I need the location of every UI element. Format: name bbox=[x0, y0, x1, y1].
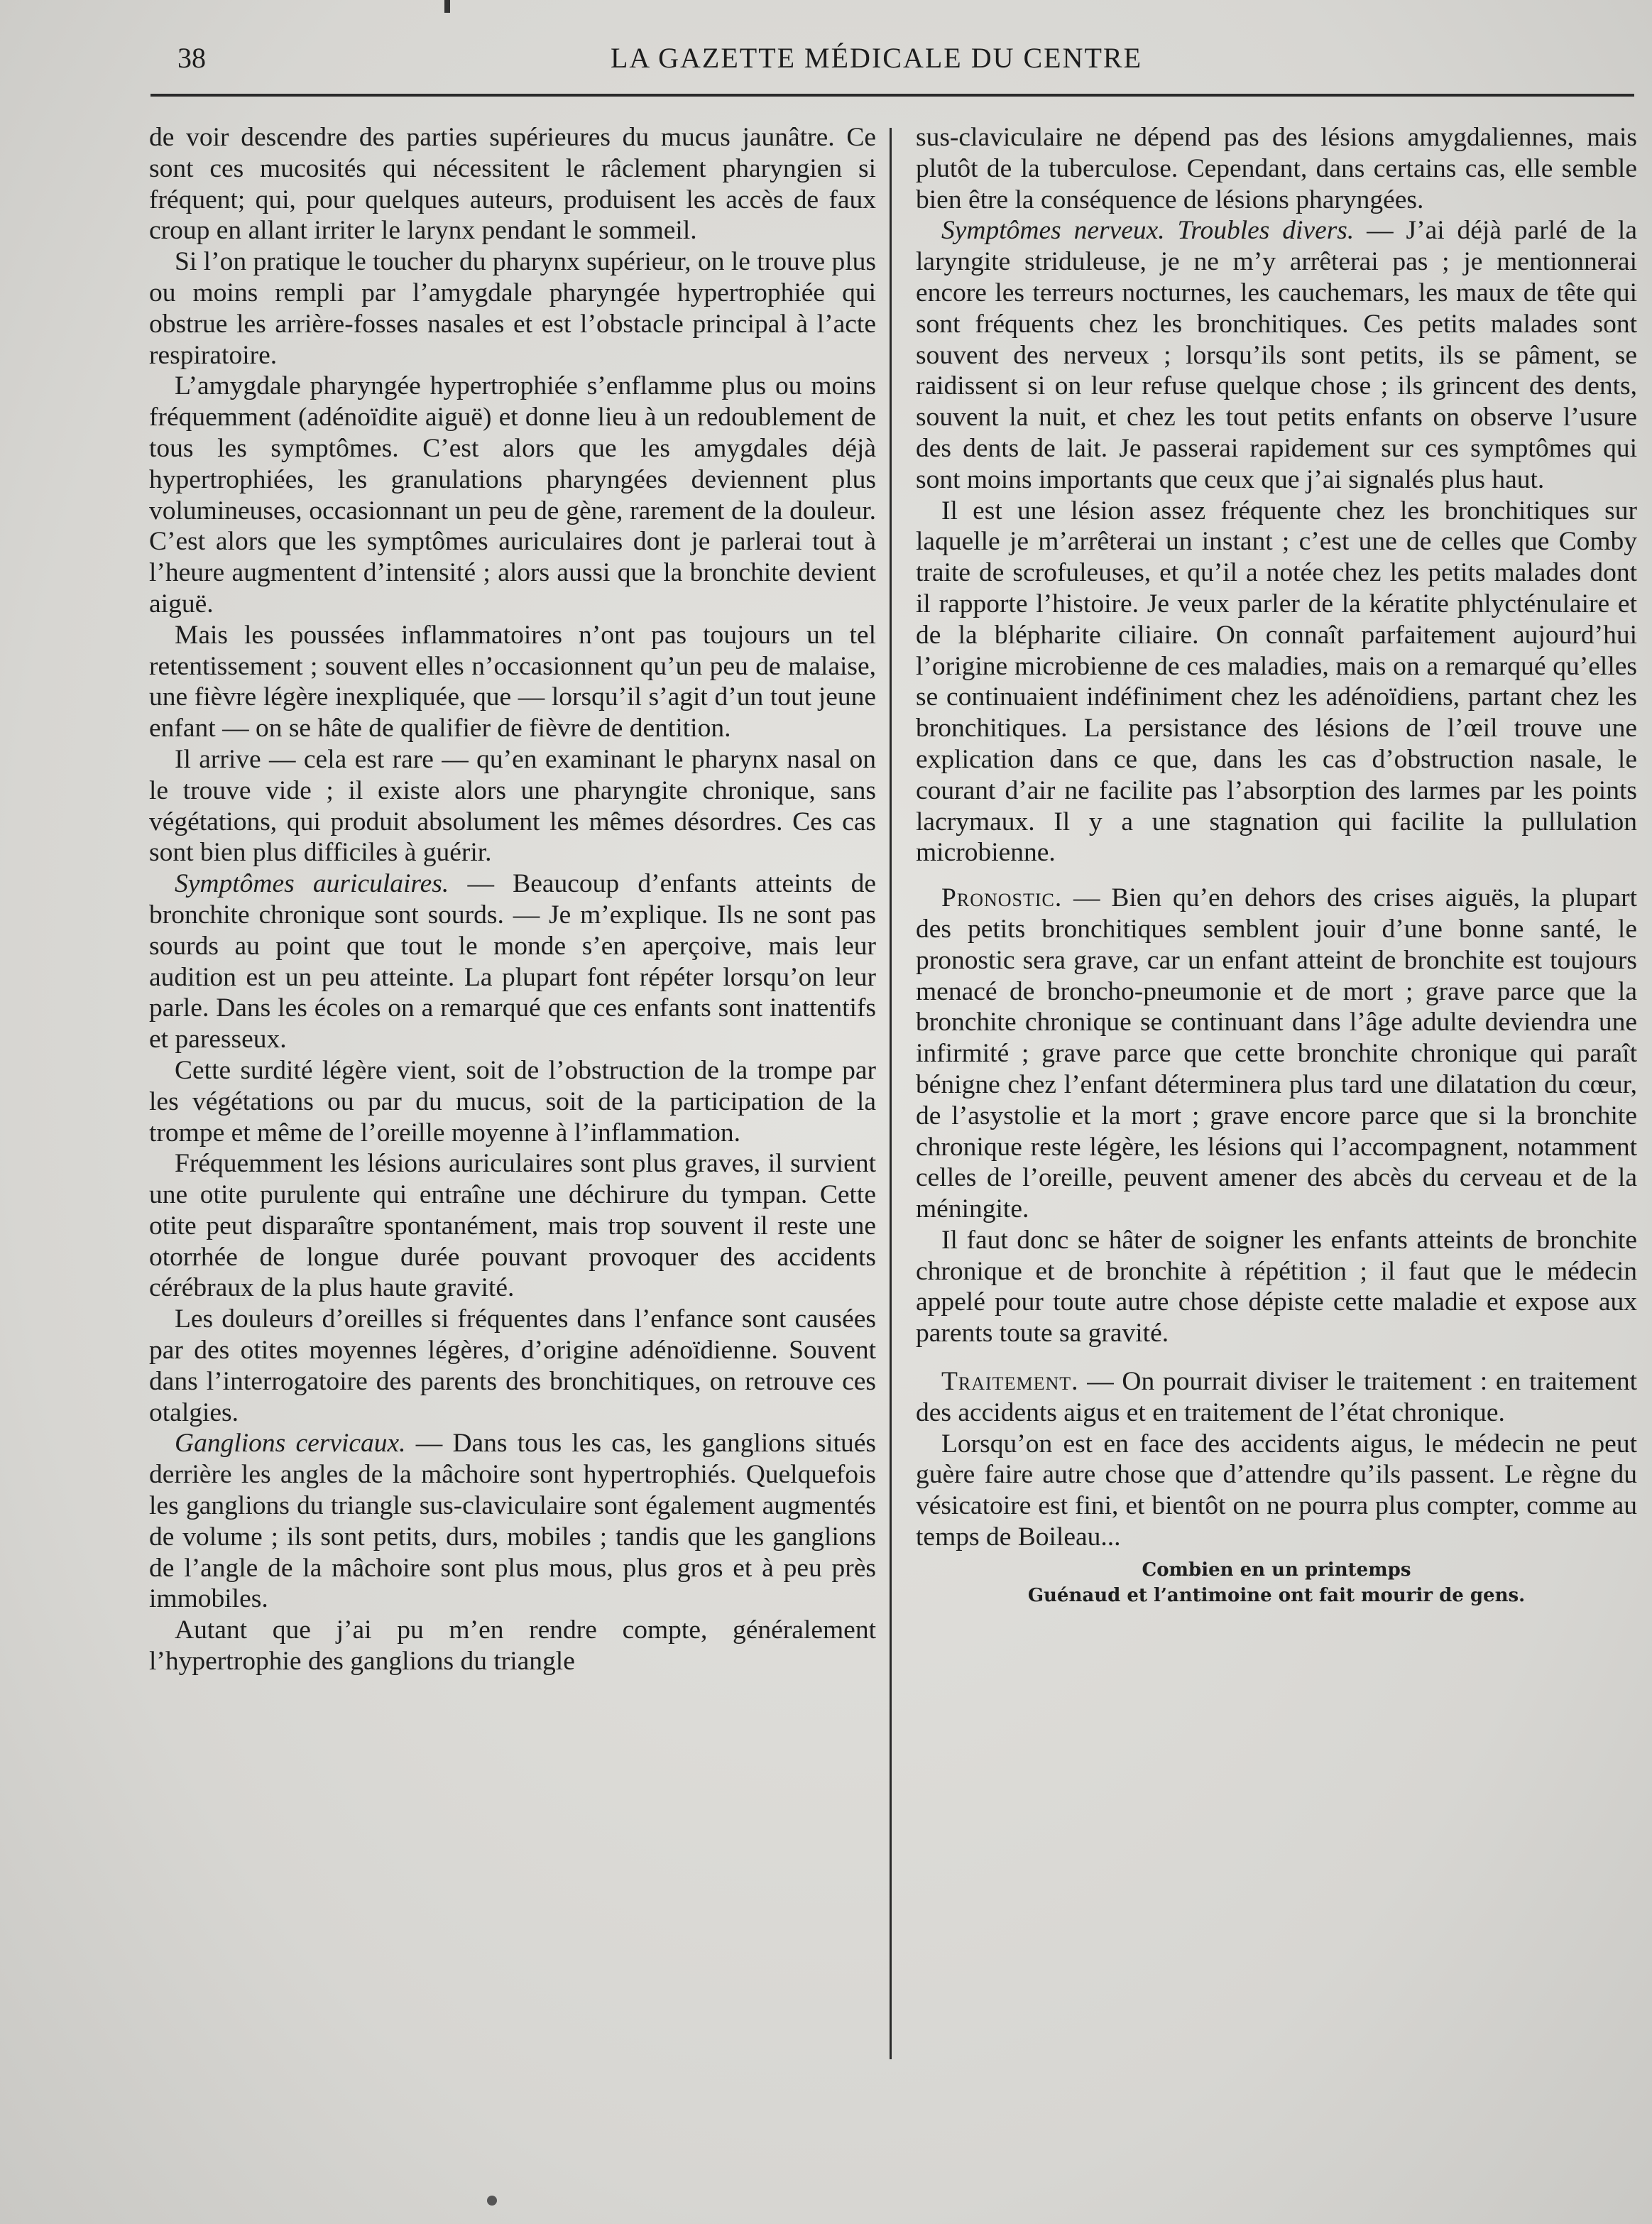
paragraph: Fréquemment les lésions auriculaires sont plus graves, il survient une otite purulente qui entraîne une déchirure du tympan. Cette otite peut disparaître spontanément, mais trop souvent il reste une otorrhée de longue durée pouvant provoquer des accidents cérébraux de la plus haute gravité. bbox=[149, 1149, 876, 1303]
header-rule bbox=[151, 94, 1634, 97]
paragraph: Les douleurs d’oreilles si fréquentes dans l’enfance sont causées par des otites moyennes légères, d’origine adénoïdienne. Souvent dans l’interrogatoire des parents des bronchitiques, on retrouve ces otalgies. bbox=[149, 1304, 876, 1427]
section-heading: Traitement. bbox=[941, 1367, 1079, 1397]
paragraph: Symptômes auriculaires. — Beaucoup d’enfants atteints de bronchite chronique sont sourds. — Je m’explique. Ils ne sont pas sourds au point que tout le monde s’en aperçoive, mais leur audition est un peu atteinte. La plupart font répéter lorsqu’on leur parle. Dans les écoles on a remarqué que ces enfants sont inattentifs et paresseux. bbox=[149, 869, 876, 1054]
paragraph: Si l’on pratique le toucher du pharynx supérieur, on le trouve plus ou moins rempli par l’amygdale pharyngée hypertrophiée qui obstrue les arrière-fosses nasales et est l’obstacle principal à l’acte respiratoire. bbox=[149, 247, 876, 370]
left-column bbox=[149, 122, 876, 1677]
paragraph: Traitement. — On pourrait diviser le traitement : en traitement des accidents aigus et en traitement de l’état chronique. bbox=[916, 1367, 1637, 1427]
paragraph: Lorsqu’on est en face des accidents aigus, le médecin ne peut guère faire autre chose que d’attendre qu’ils passent. Le règne du vésicatoire est fini, et bientôt on ne pourra plus compter, comme au temps de Boileau... bbox=[916, 1429, 1637, 1552]
paragraph: Ganglions cervicaux. — Dans tous les cas, les ganglions situés derrière les angles de la mâchoire sont hypertrophiés. Quelquefois les ganglions du triangle sus-claviculaire sont également augmentés de volume ; ils sont petits, durs, mobiles ; tandis que les ganglions de l’angle de la mâchoire sont plus mous, plus gros et à peu près immobiles. bbox=[149, 1429, 876, 1614]
ink-speck bbox=[487, 2196, 497, 2206]
column-divider bbox=[890, 128, 892, 2059]
section-heading: Pronostic. bbox=[941, 883, 1063, 913]
quote-line: Combien en un printemps bbox=[1142, 1559, 1411, 1581]
page-number: 38 bbox=[177, 42, 206, 74]
paragraph: sus-claviculaire ne dépend pas des lésions amygdaliennes, mais plutôt de la tuberculose. Cependant, dans certains cas, elle semble bien être la conséquence de lésions pharyngées. bbox=[916, 123, 1637, 214]
paragraph: Il arrive — cela est rare — qu’en examinant le pharynx nasal on le trouve vide ; il existe alors une pharyngite chronique, sans végétations, qui produit absolument les mêmes désordres. Ces cas sont bien plus difficiles à guérir. bbox=[149, 744, 876, 868]
paragraph: de voir descendre des parties supérieures du mucus jaunâtre. Ce sont ces mucosités qui nécessitent le râclement pharyngien si fréquent; qui, pour quelques auteurs, produisent les accès de faux croup en allant irriter le larynx pendant le sommeil. bbox=[149, 123, 876, 246]
section-heading: Ganglions cervicaux. bbox=[175, 1429, 406, 1459]
paragraph: Symptômes nerveux. Troubles divers. — J’ai déjà parlé de la laryngite striduleuse, je ne m’y arrêterai pas ; je mentionnerai encore les terreurs nocturnes, les cauchemars, les maux de tête qui sont fréquents chez les bronchitiques. Ces petits malades sont souvent des nerveux ; lorsqu’ils sont petits, ils se pâment, se raidissent si on leur refuse quelque chose ; ils grincent des dents, souvent la nuit, et chez les tout petits enfants on observe l’usure des dents de lait. Je passerai rapidement sur ces symptômes qui sont moins importants que ceux que j’ai signalés plus haut. bbox=[916, 216, 1637, 494]
section-heading: Symptômes nerveux. Troubles divers. bbox=[941, 216, 1355, 246]
ink-speck bbox=[444, 0, 450, 13]
page-header bbox=[177, 41, 1626, 84]
quote-line: Guénaud et l’antimoine ont fait mourir de gens. bbox=[1027, 1584, 1526, 1606]
paragraph: Il faut donc se hâter de soigner les enfants atteints de bronchite chronique et de bronchite à répétition ; il faut que le médecin appelé pour toute autre chose dépiste cette maladie et expose aux parents toute sa gravité. bbox=[916, 1225, 1637, 1348]
paragraph: Cette surdité légère vient, soit de l’obstruction de la trompe par les végétations ou par du mucus, soit de la participation de la trompe et même de l’oreille moyenne à l’inflammation. bbox=[149, 1055, 876, 1148]
paragraph: Mais les poussées inflammatoires n’ont pas toujours un tel retentissement ; souvent elles n’occasionnent qu’un peu de malaise, une fièvre légère inexpliquée, que — lorsqu’il s’agit d’un tout jeune enfant — on se hâte de qualifier de fièvre de dentition. bbox=[149, 620, 876, 743]
right-column bbox=[916, 122, 1637, 1608]
verse-quote bbox=[916, 1557, 1637, 1608]
paragraph: Pronostic. — Bien qu’en dehors des crises aiguës, la plupart des petits bronchitiques semblent jouir d’une bonne santé, le pronostic sera grave, car un enfant atteint de bronchite est toujours menacé de broncho-pneumonie et de mort ; grave parce que la bronchite chronique se continuant dans l’âge adulte deviendra une infirmité ; grave parce que cette bronchite chronique qui paraît bénigne chez l’enfant déterminera plus tard une dilatation du cœur, de l’asystolie et la mort ; grave encore parce que si la bronchite chronique reste légère, les lésions qui l’accompagnent, notamment celles de l’oreille, peuvent amener des abcès du cerveau et de la méningite. bbox=[916, 883, 1637, 1224]
section-heading: Symptômes auriculaires. bbox=[175, 869, 449, 899]
paragraph: Autant que j’ai pu m’en rendre compte, généralement l’hypertrophie des ganglions du triangle bbox=[149, 1615, 876, 1677]
paragraph: Il est une lésion assez fréquente chez les bronchitiques sur laquelle je m’arrêterai un instant ; c’est une de celles que Comby traite de scrofuleuses, et qu’il a notée chez les petits malades dont il rapporte l’histoire. Je veux parler de la kératite phlycténulaire et de la blépharite ciliaire. On connaît parfaitement aujourd’hui l’origine microbienne de ces maladies, mais on a remarqué qu’elles se continuaient indéfiniment chez les adénoïdiens, partant chez les bronchitiques. La persistance des lésions de l’œil trouve une explication dans ce que, dans les cas d’obstruction nasale, le courant d’air ne facilite pas l’absorption des larmes par les points lacrymaux. Il y a une stagnation qui facilite la pullulation microbienne. bbox=[916, 496, 1637, 868]
journal-title: LA GAZETTE MÉDICALE DU CENTRE bbox=[611, 42, 1143, 74]
paragraph: L’amygdale pharyngée hypertrophiée s’enflamme plus ou moins fréquemment (adénoïdite aiguë) et donne lieu à un redoublement de tous les symptômes. C’est alors que les amygdales déjà hypertrophiées, les granulations pharyngées deviennent plus volumineuses, occasionnant un peu de gène, rarement de la douleur. C’est alors que les symptômes auriculaires dont je parlerai tout à l’heure augmentent d’intensité ; alors aussi que la bronchite devient aiguë. bbox=[149, 371, 876, 618]
